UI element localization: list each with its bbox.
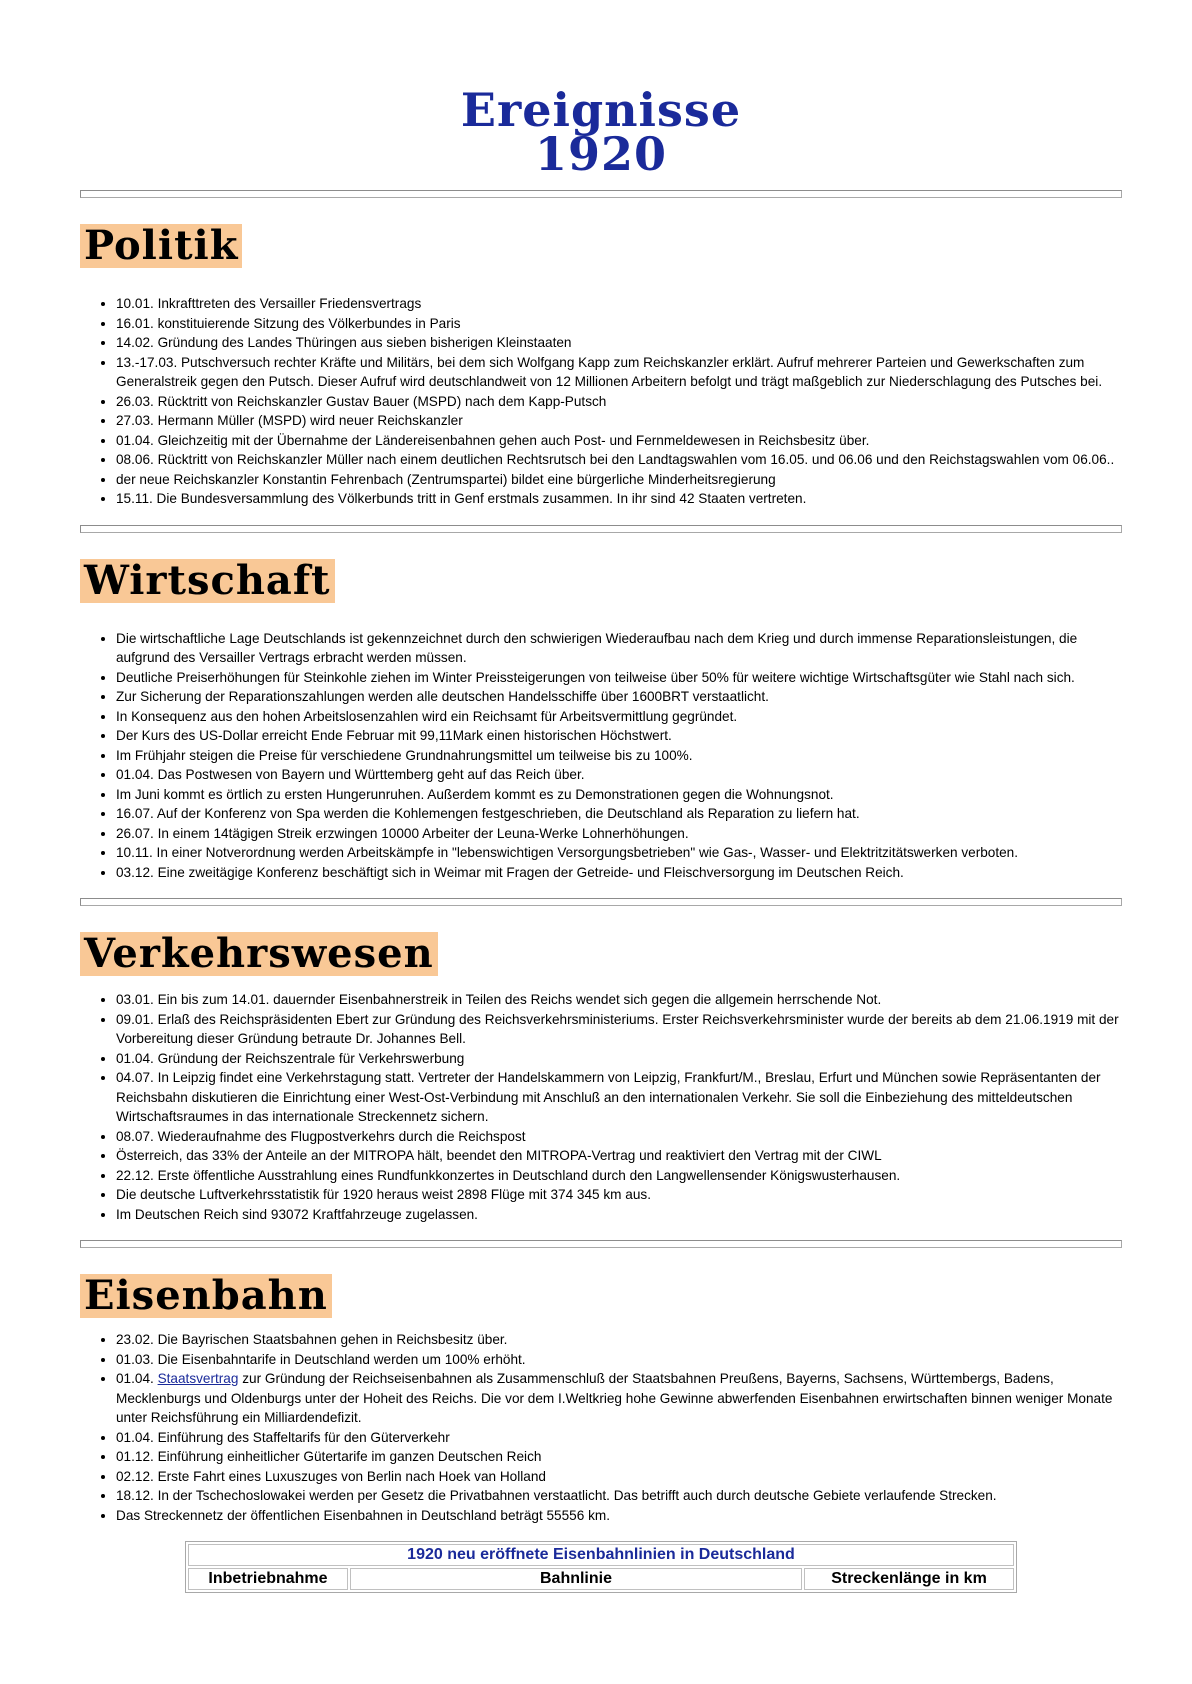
- section-heading-verkehrswesen: Verkehrswesen: [80, 932, 438, 976]
- list-item: • 01.04. Das Postwesen von Bayern und Württemberg geht auf das Reich über.: [116, 765, 1122, 785]
- section-eisenbahn: [80, 1248, 1122, 1593]
- section-wirtschaft: [80, 533, 1122, 883]
- list-item: • Der Kurs des US-Dollar erreicht Ende Februar mit 99,11Mark einen historischen Höchstwert.: [116, 726, 1122, 746]
- list-item: • Zur Sicherung der Reparationszahlungen werden alle deutschen Handelsschiffe über 1600BRT verstaatlicht.: [116, 687, 1122, 707]
- list-item: • 01.04. Gleichzeitig mit der Übernahme der Ländereisenbahnen gehen auch Post- und Fernmeldewesen in Reichsbesitz über.: [116, 431, 1122, 451]
- section-heading-politik: Politik: [80, 224, 242, 268]
- list-item: • Im Juni kommt es örtlich zu ersten Hungerunruhen. Außerdem kommt es zu Demonstrationen gegen die Wohnungsnot.: [116, 785, 1122, 805]
- list-item: • Die deutsche Luftverkehrsstatistik für 1920 heraus weist 2898 Flüge mit 374 345 km aus.: [116, 1185, 1122, 1205]
- railway-lines-table: [185, 1541, 1017, 1593]
- list-item: • der neue Reichskanzler Konstantin Fehrenbach (Zentrumspartei) bildet eine bürgerliche Minderheitsregierung: [116, 470, 1122, 490]
- list-item: • 04.07. In Leipzig findet eine Verkehrstagung statt. Vertreter der Handelskammern von Leipzig, Frankfurt/M., Breslau, Erfurt und München sowie Repräsentanten der Reichsbahn diskutieren die Einrichtung einer West-Ost-Verbindung mit Anschluß an den internationalen Verkehr. Sie soll die Einbeziehung des mitteldeutschen Wirtschaftsraumes in das internationale Streckennetz sichern.: [116, 1068, 1122, 1127]
- list-item: • 02.12. Erste Fahrt eines Luxuszuges von Berlin nach Hoek van Holland: [116, 1467, 1122, 1487]
- section-heading-eisenbahn: Eisenbahn: [80, 1274, 332, 1318]
- table-caption-row: [188, 1544, 1014, 1566]
- list-item: • Im Frühjahr steigen die Preise für verschiedene Grundnahrungsmittel um teilweise bis zu 100%.: [116, 746, 1122, 766]
- list-item: • Im Deutschen Reich sind 93072 Kraftfahrzeuge zugelassen.: [116, 1205, 1122, 1225]
- list-item: • 01.12. Einführung einheitlicher Gütertarife im ganzen Deutschen Reich: [116, 1447, 1122, 1467]
- page: [80, 0, 1122, 1593]
- section-politik: [80, 198, 1122, 509]
- list-eisenbahn: [80, 1330, 1122, 1525]
- list-item: • In Konsequenz aus den hohen Arbeitslosenzahlen wird ein Reichsamt für Arbeitsvermittlung gegründet.: [116, 707, 1122, 727]
- list-item: • Österreich, das 33% der Anteile an der MITROPA hält, beendet den MITROPA-Vertrag und reaktiviert den Vertrag mit der CIWL: [116, 1146, 1122, 1166]
- list-item: • 03.01. Ein bis zum 14.01. dauernder Eisenbahnerstreik in Teilen des Reichs wendet sich gegen die allgemein herrschende Not.: [116, 990, 1122, 1010]
- list-item: • 16.01. konstituierende Sitzung des Völkerbundes in Paris: [116, 314, 1122, 334]
- list-item: [116, 1369, 1122, 1428]
- column-header: Inbetriebnahme: [188, 1568, 348, 1590]
- list-item: • 03.12. Eine zweitägige Konferenz beschäftigt sich in Weimar mit Fragen der Getreide- und Fleischversorgung im Deutschen Reich.: [116, 863, 1122, 883]
- list-wirtschaft: [80, 629, 1122, 883]
- list-item: • 26.03. Rücktritt von Reichskanzler Gustav Bauer (MSPD) nach dem Kapp-Putsch: [116, 392, 1122, 412]
- divider: [80, 525, 1122, 533]
- list-item: • 13.-17.03. Putschversuch rechter Kräfte und Militärs, bei dem sich Wolfgang Kapp zum Reichskanzler erklärt. Aufruf mehrerer Parteien und Gewerkschaften zum Generalstreik gegen den Putsch. Dieser Aufruf wird deutschlandweit von 12 Millionen Arbeitern befolgt und trägt maßgeblich zur Niederschlagung des Putsches bei.: [116, 353, 1122, 392]
- list-item: • 18.12. In der Tschechoslowakei werden per Gesetz die Privatbahnen verstaatlicht. Das betrifft auch durch deutsche Gebiete verlaufende Strecken.: [116, 1486, 1122, 1506]
- list-item: • 14.02. Gründung des Landes Thüringen aus sieben bisherigen Kleinstaaten: [116, 333, 1122, 353]
- list-item: • 08.06. Rücktritt von Reichskanzler Müller nach einem deutlichen Rechtsrutsch bei den Landtagswahlen vom 16.05. und 06.06 und den Reichstagswahlen vom 06.06..: [116, 450, 1122, 470]
- list-item: • Das Streckennetz der öffentlichen Eisenbahnen in Deutschland beträgt 55556 km.: [116, 1506, 1122, 1526]
- divider: [80, 898, 1122, 906]
- table-caption: 1920 neu eröffnete Eisenbahnlinien in Deutschland: [188, 1544, 1014, 1566]
- list-item: • 22.12. Erste öffentliche Ausstrahlung eines Rundfunkkonzertes in Deutschland durch den Langwellensender Königswusterhausen.: [116, 1166, 1122, 1186]
- list-item: • 26.07. In einem 14tägigen Streik erzwingen 10000 Arbeiter der Leuna-Werke Lohnerhöhungen.: [116, 824, 1122, 844]
- table-header-row: [188, 1568, 1014, 1590]
- list-item: • 16.07. Auf der Konferenz von Spa werden die Kohlemengen festgeschrieben, die Deutschland als Reparation zu liefern hat.: [116, 804, 1122, 824]
- page-title-line-1: Ereignisse: [460, 83, 742, 137]
- page-title-line-2: 1920: [534, 127, 668, 181]
- section-heading-wirtschaft: Wirtschaft: [80, 559, 335, 603]
- list-item: • 10.11. In einer Notverordnung werden Arbeitskämpfe in "lebenswichtigen Versorgungsbetrieben" wie Gas-, Wasser- und Elektritzitätswerken verboten.: [116, 843, 1122, 863]
- list-item: • 01.04. Gründung der Reichszentrale für Verkehrswerbung: [116, 1049, 1122, 1069]
- list-item: • 23.02. Die Bayrischen Staatsbahnen gehen in Reichsbesitz über.: [116, 1330, 1122, 1350]
- page-title: [80, 83, 1122, 181]
- list-item-prefix: 01.04.: [116, 1371, 158, 1386]
- list-item-text: zur Gründung der Reichseisenbahnen als Zusammenschluß der Staatsbahnen Preußens, Bayerns, Sachsens, Württembergs, Badens, Mecklenburgs und Oldenburgs unter der Hoheit des Reichs. Die vor dem I.Weltkrieg hohe Gewinne abwerfenden Eisenbahnen erwirtschaften binnen weniger Monate unter Reichsführung ein Milliardendefizit.: [116, 1371, 1113, 1425]
- list-verkehrswesen: [80, 990, 1122, 1224]
- list-item: • 10.01. Inkrafttreten des Versailler Friedensvertrags: [116, 294, 1122, 314]
- list-politik: [80, 294, 1122, 509]
- column-header: Streckenlänge in km: [804, 1568, 1014, 1590]
- divider: [80, 190, 1122, 198]
- list-item: • Die wirtschaftliche Lage Deutschlands ist gekennzeichnet durch den schwierigen Wiederaufbau nach dem Krieg und durch immense Reparationsleistungen, die aufgrund des Versailler Vertrags erbracht werden müssen.: [116, 629, 1122, 668]
- list-item: • Deutliche Preiserhöhungen für Steinkohle ziehen im Winter Preissteigerungen von teilweise über 50% für weitere wichtige Wirtschaftsgüter wie Stahl nach sich.: [116, 668, 1122, 688]
- list-item: • 15.11. Die Bundesversammlung des Völkerbunds tritt in Genf erstmals zusammen. In ihr sind 42 Staaten vertreten.: [116, 489, 1122, 509]
- list-item: • 01.03. Die Eisenbahntarife in Deutschland werden um 100% erhöht.: [116, 1350, 1122, 1370]
- list-item: • 27.03. Hermann Müller (MSPD) wird neuer Reichskanzler: [116, 411, 1122, 431]
- section-verkehrswesen: [80, 906, 1122, 1224]
- divider: [80, 1240, 1122, 1248]
- column-header: Bahnlinie: [350, 1568, 802, 1590]
- list-item: • 09.01. Erlaß des Reichspräsidenten Ebert zur Gründung des Reichsverkehrsministeriums. Erster Reichsverkehrsminister wurde der bereits ab dem 21.06.1919 mit der Vorbereitung dieser Gründung betraute Dr. Johannes Bell.: [116, 1010, 1122, 1049]
- staatsvertrag-link[interactable]: Staatsvertrag: [157, 1371, 239, 1386]
- list-item: • 01.04. Einführung des Staffeltarifs für den Güterverkehr: [116, 1428, 1122, 1448]
- list-item: • 08.07. Wiederaufnahme des Flugpostverkehrs durch die Reichspost: [116, 1127, 1122, 1147]
